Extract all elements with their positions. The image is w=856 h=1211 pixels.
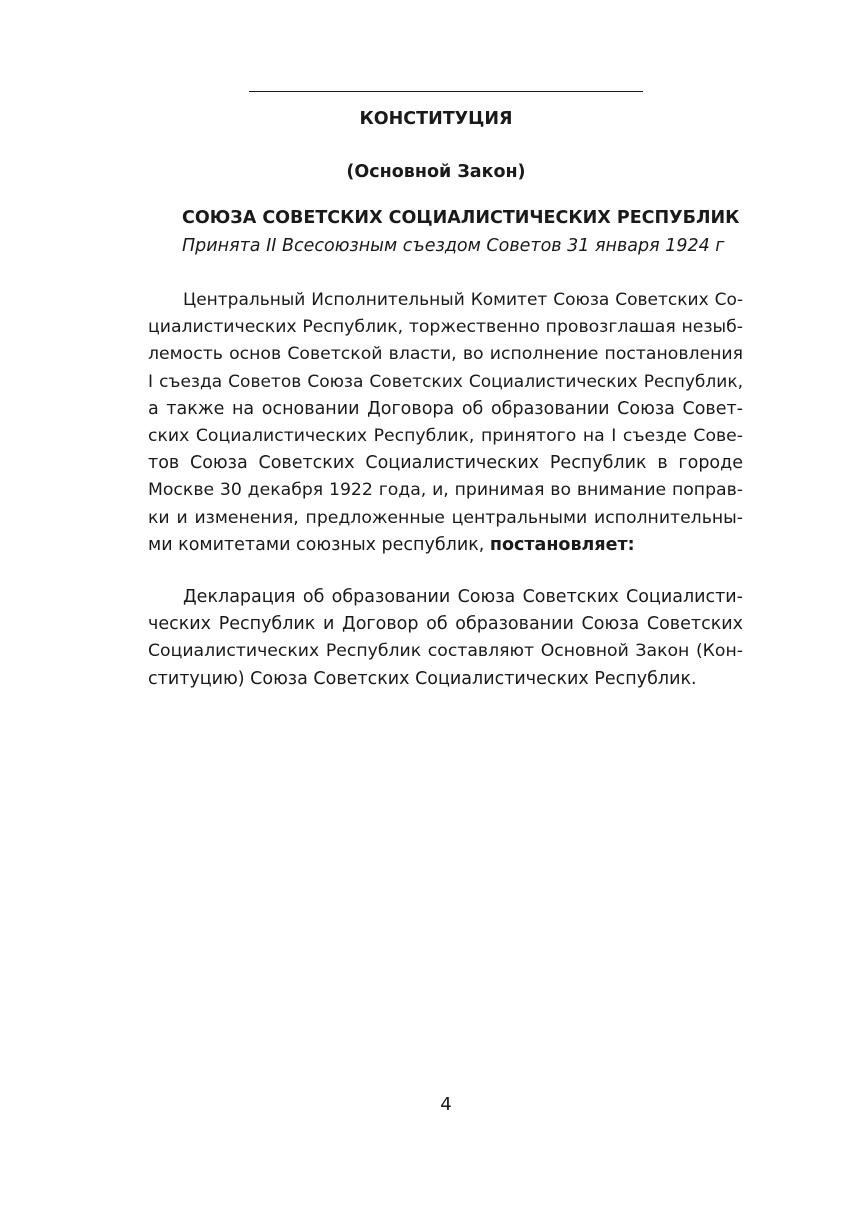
resolution-word: постановляет:	[489, 534, 635, 555]
paragraph-line: Центральный Исполнительный Комитет Союза Советских Со-	[183, 290, 743, 310]
paragraph-line: тов Союза Советских Социалистических Республик в городе	[148, 453, 743, 474]
constitution-title: КОНСТИТУЦИЯ	[359, 109, 513, 129]
paragraph-line: Социалистических Республик составляют Основной Закон (Кон-	[148, 641, 743, 662]
paragraph-line: ческих Республик и Договор об образовании Союза Советских	[148, 614, 743, 635]
paragraph-last-line	[148, 532, 743, 559]
paragraph-line: а также на основании Договора об образовании Союза Совет-	[148, 398, 743, 419]
paragraph-line: I съезда Советов Союза Советских Социалистических Республик,	[148, 371, 743, 392]
paragraph-line: лемость основ Советской власти, во исполнение постановления	[148, 344, 743, 365]
paragraph-line: циалистических Республик, торжественно провозглашая незыб-	[148, 317, 743, 338]
paragraph-line: ституцию) Союза Советских Социалистических Республик.	[148, 668, 697, 689]
union-title: СОЮЗА СОВЕТСКИХ СОЦИАЛИСТИЧЕСКИХ РЕСПУБЛИК	[182, 208, 740, 228]
preamble-paragraph	[148, 287, 743, 559]
paragraph-line-text: ми комитетами союзных республик,	[148, 534, 490, 555]
constitution-subtitle: (Основной Закон)	[346, 162, 526, 182]
top-rule	[249, 91, 643, 92]
paragraph-line: ки и изменения, предложенные центральными исполнительны-	[148, 507, 743, 528]
declaration-paragraph	[148, 584, 743, 693]
page-number: 4	[440, 1094, 452, 1115]
paragraph-line: ских Социалистических Республик, принятого на I съезде Сове-	[148, 425, 743, 446]
paragraph-line: Москве 30 декабря 1922 года, и, принимая во внимание поправ-	[148, 480, 743, 501]
paragraph-line: Декларация об образовании Союза Советских Социалисти-	[183, 587, 743, 607]
adoption-line: Принята II Всесоюзным съездом Советов 31 января 1924 г	[182, 236, 725, 256]
